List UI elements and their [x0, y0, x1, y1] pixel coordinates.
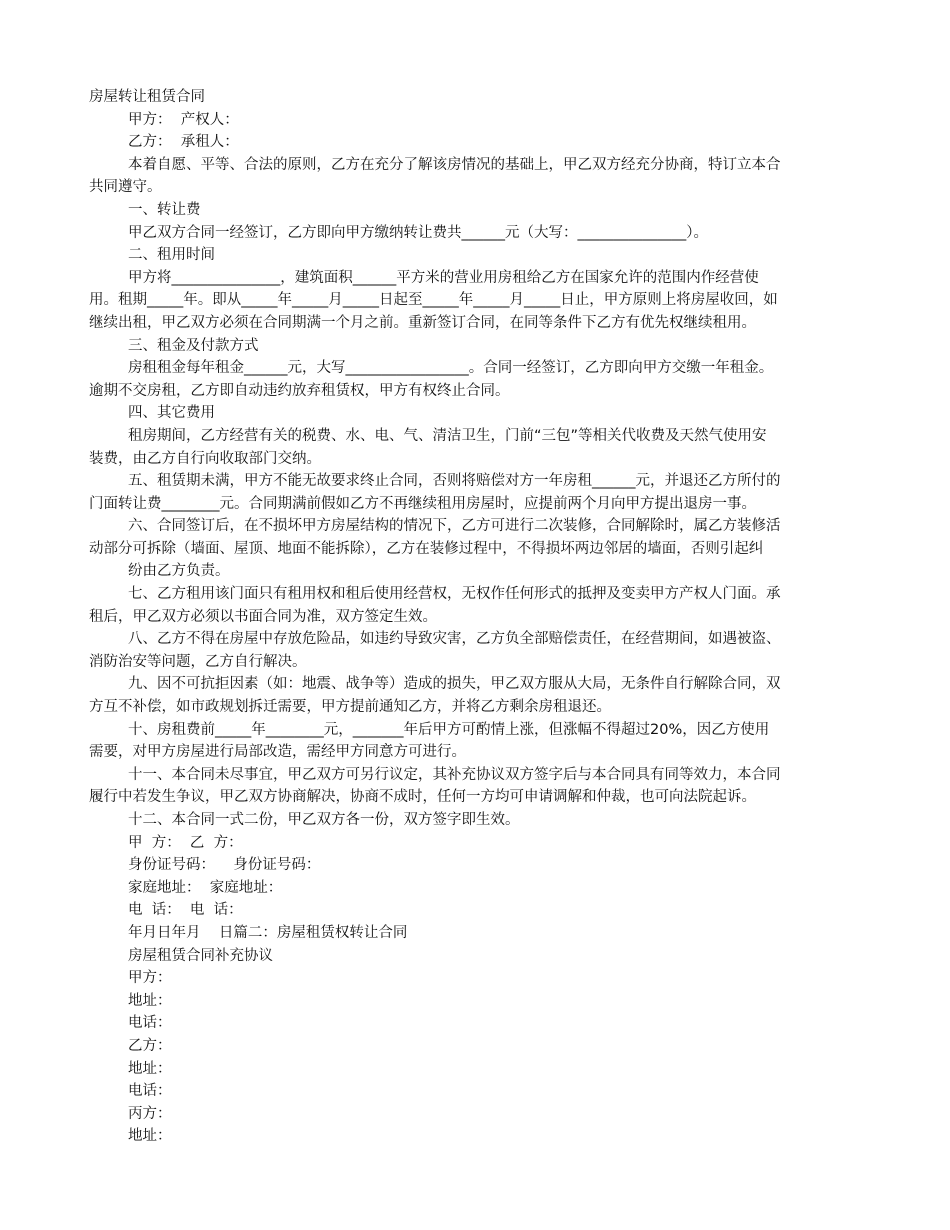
document-line: 电话：: [128, 1015, 172, 1032]
document-line: 逾期不交房租，乙方即自动违约放弃租赁权，甲方有权终止合同。: [89, 382, 510, 399]
document-body: [89, 86, 865, 1148]
document-line: 门面转让费________元。合同期满前假如乙方不再继续租用房屋时，应提前两个月向甲方提出退房一事。: [89, 495, 756, 512]
document-line: 身份证号码： 身份证号码：: [128, 857, 321, 874]
document-line: 家庭地址： 家庭地址：: [128, 879, 283, 896]
document-line: 八、乙方不得在房屋中存放危险品，如违约导致灾害，乙方负全部赔偿责任，在经营期间，如遇被盗、: [128, 631, 781, 648]
document-line: 装费，由乙方自行向收取部门交纳。: [89, 450, 321, 467]
document-line: 十二、本合同一式二份，甲乙双方各一份，双方签字即生效。: [128, 812, 520, 828]
document-line: 地址：: [128, 1060, 172, 1077]
document-line: 乙方：: [128, 1037, 172, 1054]
document-line: 六、合同签订后，在不损坏甲方房屋结构的情况下，乙方可进行二次装修，合同解除时，属乙方装修活: [128, 518, 781, 535]
document-line: 本着自愿、平等、合法的原则，乙方在充分了解该房情况的基础上，甲乙双方经充分协商，特订立本合: [128, 156, 781, 173]
document-line: 甲方： 产权人：: [128, 111, 239, 128]
document-line: 房屋转让租赁合同: [89, 89, 205, 105]
document-line: 一、转让费: [128, 201, 201, 218]
document-line: 房租租金每年租金______元，大写_________________。合同一经签订，乙方即向甲方交缴一年租金。: [128, 360, 774, 377]
document-line: 用。租期_____年。即从_____年_____月_____日起至_____年_____月_____日止，甲方原则上将房屋收回，如: [89, 292, 778, 309]
document-line: 十、房租费前_____年________元，_______年后甲方可酌情上涨，但涨幅不得超过20%，因乙方使用: [128, 721, 770, 738]
document-line: 电话：: [128, 1083, 172, 1100]
document-line: 租房期间，乙方经营有关的税费、水、电、气、清洁卫生，门前“三包”等相关代收费及天然气使用安: [128, 427, 767, 444]
document-line: 租后，甲乙双方必须以书面合同为准，双方签定生效。: [89, 608, 437, 625]
document-line: 五、租赁期未满，甲方不能无故要求终止合同，否则将赔偿对方一年房租______元，并退还乙方所付的: [128, 473, 781, 490]
document-line: 继续出租，甲乙双方必须在合同期满一个月之前。重新签订合同，在同等条件下乙方有优先权继续租用。: [89, 314, 756, 331]
document-line: 地址：: [128, 1128, 172, 1145]
document-line: 三、租金及付款方式: [128, 337, 259, 354]
document-line: 年月日年月 日篇二：房屋租赁权转让合同: [128, 924, 408, 941]
document-line: 甲乙双方合同一经签订，乙方即向甲方缴纳转让费共______元（大写：_______________）。: [128, 224, 708, 241]
document-line: 履行中若发生争议，甲乙双方协商解决，协商不成时，任何一方均可申请调解和仲裁，也可向法院起诉。: [89, 789, 756, 806]
document-line: 二、租用时间: [128, 247, 215, 264]
document-line: 四、其它费用: [128, 405, 215, 422]
document-line: 甲方：: [128, 970, 172, 987]
document-line: 甲方将_______________，建筑面积______平方米的营业用房租给乙方在国家允许的范围内作经营使: [128, 269, 759, 286]
document-line: 九、因不可抗拒因素（如：地震、战争等）造成的损失，甲乙双方服从大局，无条件自行解除合同，双: [128, 676, 781, 693]
document-line: 乙方： 承租人：: [128, 134, 239, 151]
document-line: 房屋租赁合同补充协议: [128, 947, 273, 964]
document-line: 甲 方： 乙 方：: [128, 834, 243, 851]
document-line: 丙方：: [128, 1105, 172, 1122]
document-line: 需要，对甲方房屋进行局部改造，需经甲方同意方可进行。: [89, 744, 466, 761]
document-line: 消防治安等问题，乙方自行解决。: [89, 653, 307, 670]
document-line: 共同遵守。: [89, 179, 162, 196]
document-line: 七、乙方租用该门面只有租用权和租后使用经营权，无权作任何形式的抵押及变卖甲方产权人门面。承: [128, 586, 781, 603]
document-line: 方互不补偿，如市政规划拆迁需要，甲方提前通知乙方，并将乙方剩余房租退还。: [89, 699, 611, 716]
document-line: 动部分可拆除（墙面、屋顶、地面不能拆除），乙方在装修过程中，不得损坏两边邻居的墙面，否则引起纠: [89, 540, 764, 557]
document-line: 纷由乙方负责。: [128, 563, 230, 580]
document-line: 地址：: [128, 992, 172, 1009]
document-line: 十一、本合同未尽事宜，甲乙双方可另行议定，其补充协议双方签字后与本合同具有同等效力，本合同: [128, 766, 781, 783]
document-line: 电 话： 电 话：: [128, 902, 243, 919]
